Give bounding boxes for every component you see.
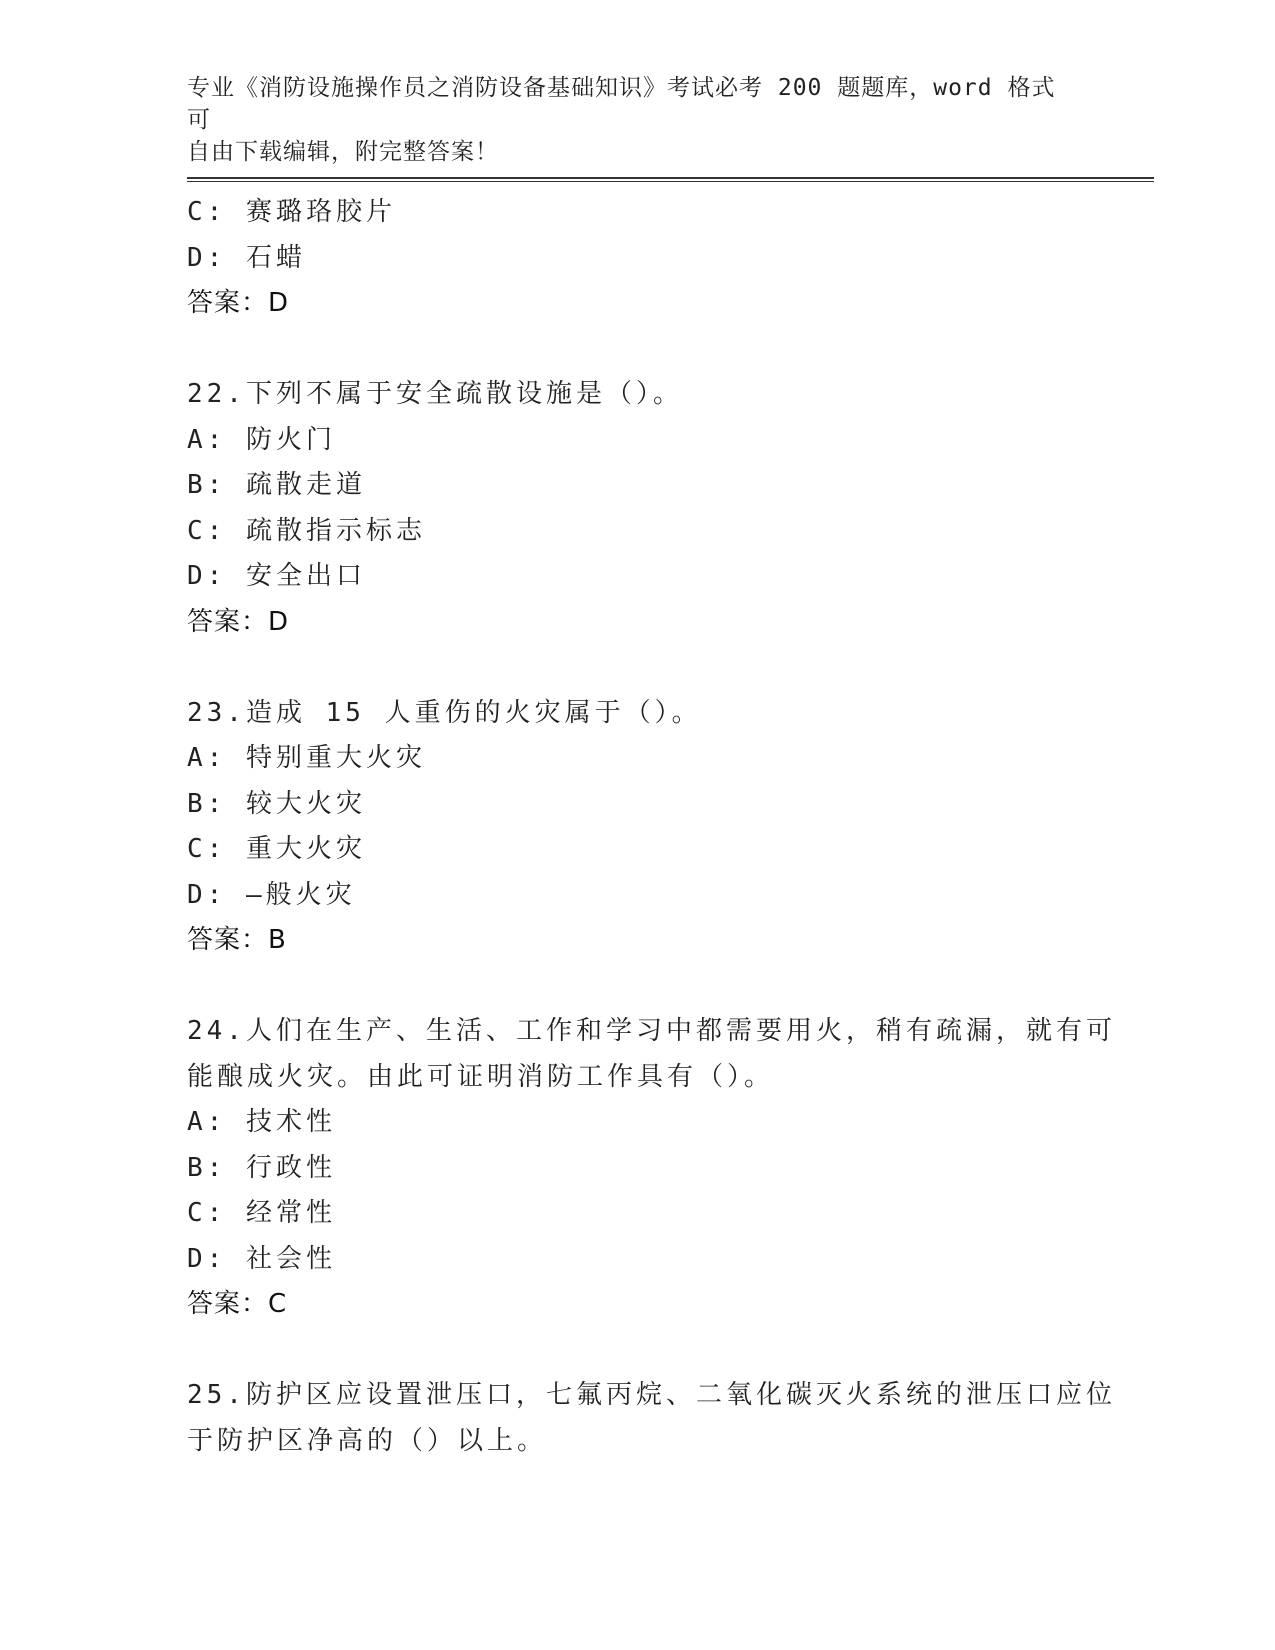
option-a: A: 技术性 <box>187 1107 336 1137</box>
question-stem-line-2: 于防护区净高的（）以上。 <box>187 1425 548 1456</box>
option-b: B: 较大火灾 <box>187 788 366 819</box>
spacer <box>187 964 1087 1010</box>
option-b: B: 疏散走道 <box>187 470 366 500</box>
option-a: A: 防火门 <box>187 424 336 455</box>
question-25 <box>187 1373 1116 1464</box>
option-b: B: 行政性 <box>187 1152 336 1183</box>
option-d: D: —般火灾 <box>187 879 356 910</box>
answer-line: 答案：B <box>187 925 287 955</box>
option-c: C: 经常性 <box>187 1198 336 1228</box>
question-stem: 23.造成 15 人重伤的火灾属于（）。 <box>187 697 702 728</box>
header-line-2: 自由下载编辑，附完整答案！ <box>187 139 499 165</box>
header-line-1: 专业《消防设施操作员之消防设备基础知识》考试必考 200 题题库，word 格式可 <box>187 75 1056 133</box>
answer-line: 答案：C <box>187 1289 288 1319</box>
spacer <box>187 327 1087 373</box>
header-divider <box>187 177 1154 182</box>
question-stem-line-2: 能酿成火灾。由此可证明消防工作具有（）。 <box>187 1061 775 1092</box>
question-stem-line-1: 24.人们在生产、生活、工作和学习中都需要用火，稍有疏漏，就有可 <box>187 1016 1116 1046</box>
option-c: C: 赛璐珞胶片 <box>187 197 396 227</box>
answer-line: 答案：D <box>187 606 290 637</box>
spacer <box>187 1328 1087 1374</box>
question-stem-line-1: 25.防护区应设置泄压口，七氟丙烷、二氧化碳灭火系统的泄压口应位 <box>187 1380 1116 1410</box>
question-22 <box>187 372 1087 645</box>
spacer <box>187 645 1087 691</box>
document-header <box>187 72 1067 168</box>
option-a: A: 特别重大火灾 <box>187 743 426 773</box>
option-d: D: 社会性 <box>187 1243 336 1274</box>
question-24 <box>187 1009 1116 1328</box>
question-partial <box>187 190 1087 327</box>
question-stem: 22.下列不属于安全疏散设施是（）。 <box>187 379 683 409</box>
option-c: C: 疏散指示标志 <box>187 515 426 546</box>
option-d: D: 石蜡 <box>187 242 306 273</box>
question-list <box>187 190 1116 1464</box>
option-d: D: 安全出口 <box>187 561 366 591</box>
option-c: C: 重大火灾 <box>187 834 366 864</box>
question-23 <box>187 691 1087 964</box>
answer-line: 答案：D <box>187 288 290 318</box>
